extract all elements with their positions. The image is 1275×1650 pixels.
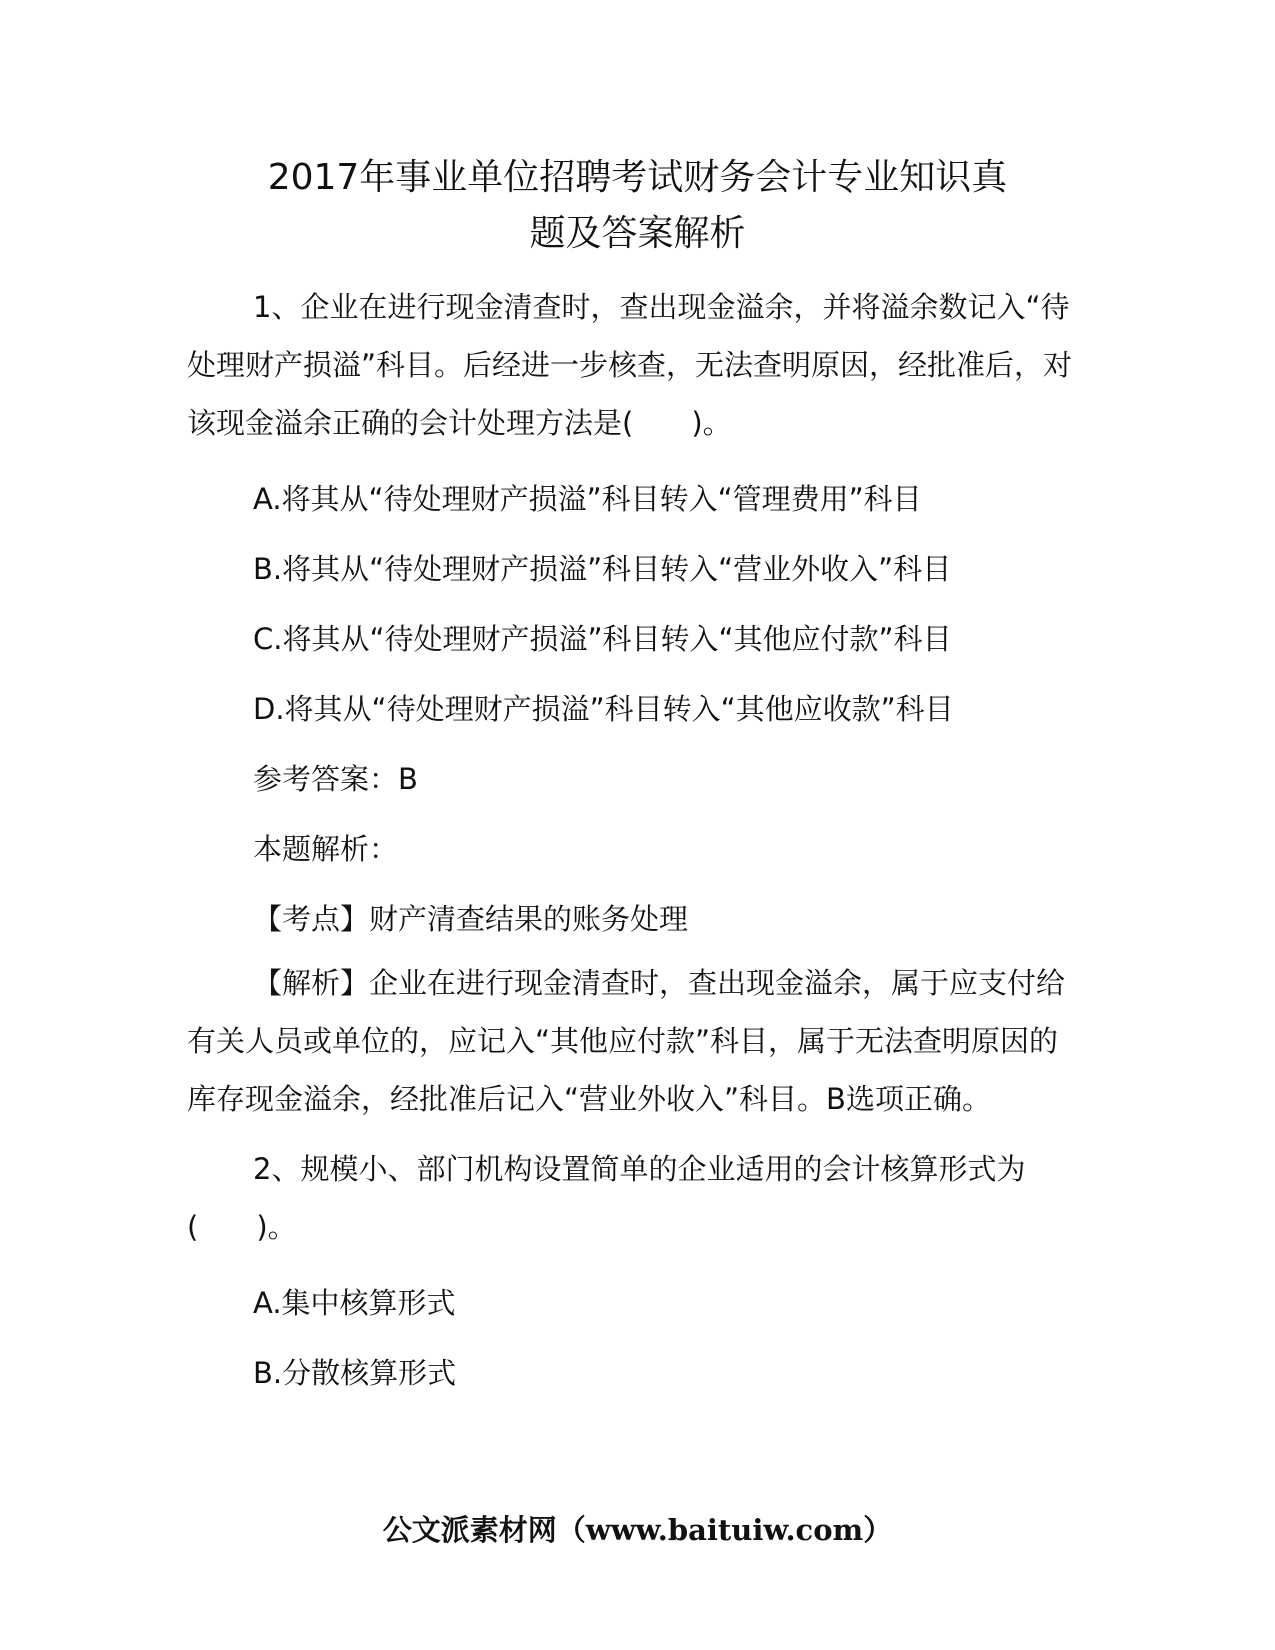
- title-line-2: 题及答案解析: [529, 213, 746, 254]
- question-2-option-a: A.集中核算形式: [253, 1286, 456, 1320]
- question-1-option-d: D.将其从“待处理财产损溢”科目转入“其他应收款”科目: [253, 692, 954, 726]
- document-title: [180, 150, 1095, 262]
- document-body: [187, 278, 1077, 1408]
- question-1-answer: 参考答案：B: [253, 762, 418, 796]
- question-2-option-b: B.分散核算形式: [253, 1356, 457, 1390]
- question-1-option-a: A.将其从“待处理财产损溢”科目转入“管理费用”科目: [253, 482, 922, 516]
- question-1-kaodian: 【考点】财产清查结果的账务处理: [253, 902, 689, 936]
- question-1-analysis-heading: 本题解析：: [253, 832, 399, 866]
- question-1-stem: 1、企业在进行现金清查时，查出现金溢余，并将溢余数记入“待处理财产损溢”科目。后经进一步核查，无法查明原因，经批准后，对该现金溢余正确的会计处理方法是( )。: [187, 290, 1073, 440]
- question-1-option-c: C.将其从“待处理财产损溢”科目转入“其他应付款”科目: [253, 622, 952, 656]
- footer-source: 公文派素材网（www.baituiw.com）: [382, 1513, 893, 1547]
- question-1-jiexi: 【解析】企业在进行现金清查时，查出现金溢余，属于应支付给有关人员或单位的，应记入“其他应付款”科目，属于无法查明原因的库存现金溢余，经批准后记入“营业外收入”科目。B选项正确。: [187, 966, 1066, 1116]
- question-1-option-b: B.将其从“待处理财产损溢”科目转入“营业外收入”科目: [253, 552, 952, 586]
- question-2-stem: 2、规模小、部门机构设置简单的企业适用的会计核算形式为( )。: [187, 1152, 1026, 1244]
- title-line-1: 2017年事业单位招聘考试财务会计专业知识真: [267, 157, 1008, 198]
